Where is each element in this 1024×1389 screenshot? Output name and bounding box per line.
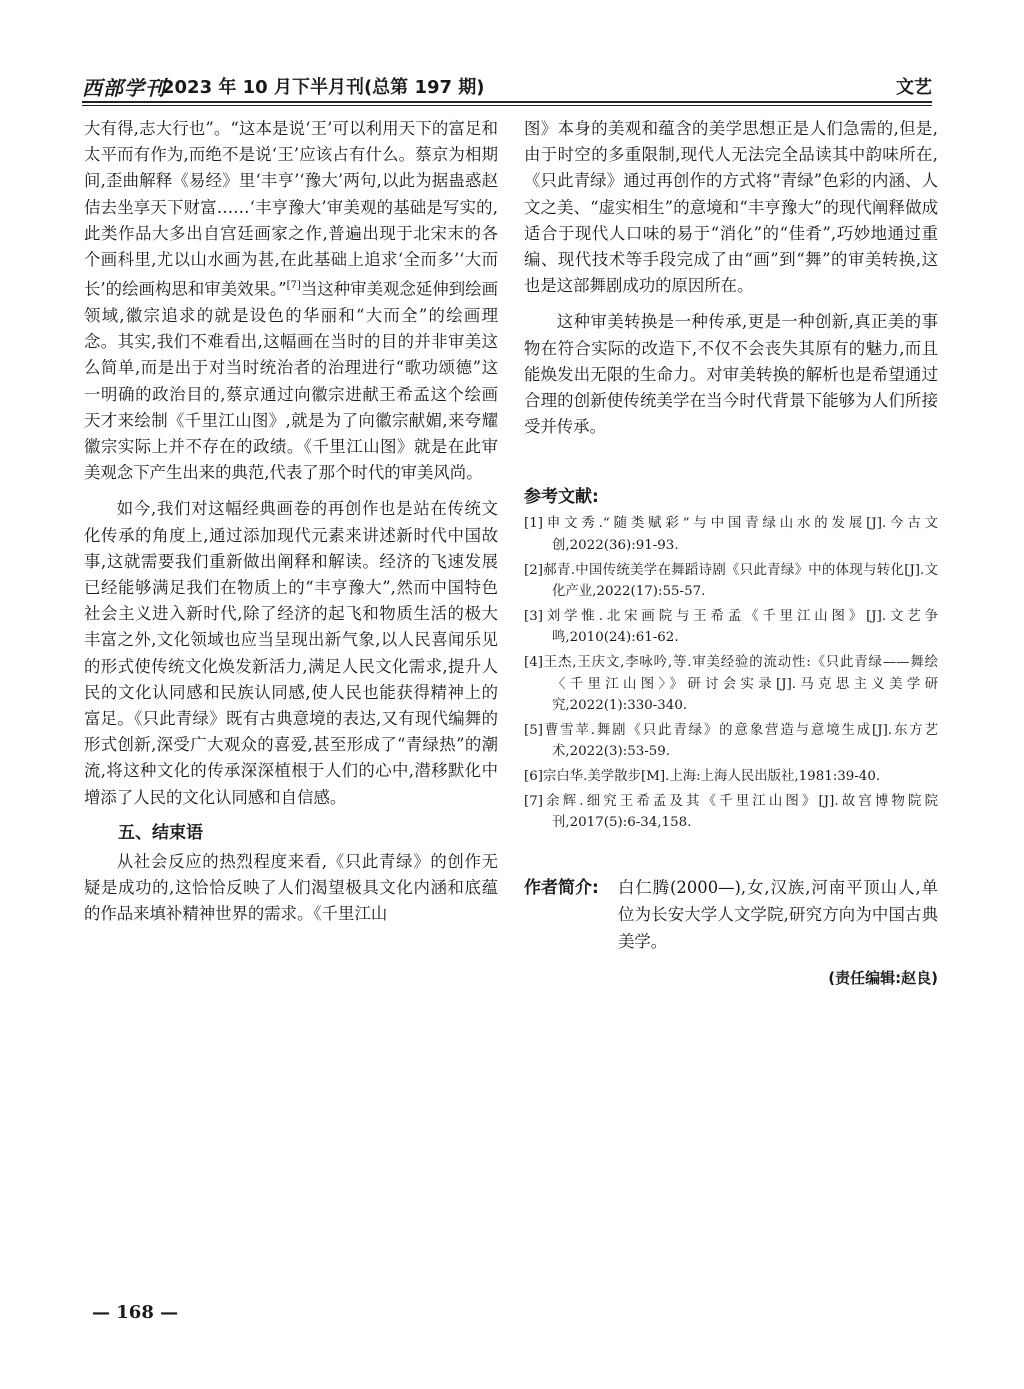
reference-item: [4]王杰,王庆文,李咏吟,等.审美经验的流动性:《只此青绿——舞绘〈千里江山图〉》研讨会实录[J].马克思主义美学研究,2022(1):330-340. bbox=[524, 655, 938, 714]
journal-logo: 西部学刊 bbox=[82, 76, 166, 100]
reference-item: [6]宗白华.美学散步[M].上海:上海人民出版社,1981:39-40. bbox=[524, 768, 881, 784]
reference-item: [3]刘学惟.北宋画院与王希孟《千里江山图》[J].文艺争鸣,2010(24):61-62. bbox=[524, 608, 938, 646]
header-rule-thin bbox=[82, 105, 932, 106]
paragraph-text: 大有得,志大行也”。“这本是说‘王’可以利用天下的富足和太平而有作为,而绝不是说‘王’应该占有什么。蔡京为相期间,歪曲解释《易经》里‘丰亨’‘豫大’两句,以此为据蛊惑赵佶去坐享天下财富……‘丰亨豫大’审美观的基础是写实的,此类作品大多出自宫廷画家之作,普遍出现于北宋末的各个画科里,尤以山水画为甚,在此基础上追求‘全而多’‘大而长’的绘画构思和审美效果。” bbox=[84, 119, 498, 299]
right-column bbox=[524, 116, 938, 988]
reference-item: [7]余辉.细究王希孟及其《千里江山图》[J].故宫博物院院刊,2017(5):6-34,158. bbox=[524, 793, 938, 831]
body-paragraph: 从社会反应的热烈程度来看,《只此青绿》的创作无疑是成功的,这恰恰反映了人们渴望极具文化内涵和底蕴的作品来填补精神世界的需求。《千里江山 bbox=[84, 851, 498, 924]
references-title: 参考文献: bbox=[524, 487, 599, 508]
body-paragraph bbox=[84, 116, 498, 486]
left-column bbox=[84, 116, 498, 927]
paragraph-text: 当这种审美观念延伸到绘画领域,徽宗追求的就是设色的华丽和“大而全”的绘画理念。其实,我们不难看出,这幅画在当时的目的并非审美这么简单,而是出于对当时统治者的治理进行“歌功颂德”这一明确的政治目的,蔡京通过向徽宗进献王希孟这个绘画天才来绘制《千里江山图》,就是为了向徽宗献媚,来夸耀徽宗实际上并不存在的政绩。《千里江山图》就是在此审美观念下产生出来的典范,代表了那个时代的审美风尚。 bbox=[84, 279, 499, 483]
page-header bbox=[82, 70, 932, 100]
reference-item: [5]曹雪苹.舞剧《只此青绿》的意象营造与意境生成[J].东方艺术,2022(3):53-59. bbox=[524, 722, 938, 760]
body-paragraph: 如今,我们对这幅经典画卷的再创作也是站在传统文化传承的角度上,通过添加现代元素来讲述新时代中国故事,这就需要我们重新做出阐释和解读。经济的飞速发展已经能够满足我们在物质上的“丰亨豫大”,然而中国特色社会主义进入新时代,除了经济的起飞和物质生活的极大丰富之外,文化领域也应当呈现出新气象,以人民喜闻乐见的形式使传统文化焕发新活力,满足人民文化需求,提升人民的文化认同感和民族认同感,使人民也能获得精神上的富足。《只此青绿》既有古典意境的表达,又有现代编舞的形式创新,深受广大观众的喜爱,甚至形成了“青绿热”的潮流,将这种文化的传承深深植根于人们的心中,潜移默化中增添了人民的文化认同感和自信感。 bbox=[84, 499, 498, 807]
body-paragraph: 这种审美转换是一种传承,更是一种创新,真正美的事物在符合实际的改造下,不仅不会丧失其原有的魅力,而且能焕发出无限的生命力。对审美转换的解析也是希望通过合理的创新使传统美学在当今时代背景下能够为人们所接受并传承。 bbox=[524, 312, 938, 437]
editor-credit: (责任编辑:赵良) bbox=[828, 968, 938, 987]
reference-item: [2]郝青.中国传统美学在舞蹈诗剧《只此青绿》中的体现与转化[J].文化产业,2022(17):55-57. bbox=[524, 562, 938, 600]
citation-mark: [7] bbox=[286, 280, 301, 292]
section-label: 文艺 bbox=[896, 77, 932, 98]
issue-info: 2023 年 10 月下半月刊(总第 197 期) bbox=[162, 77, 485, 98]
author-label: 作者简介: bbox=[524, 877, 599, 898]
reference-item: [1]申文秀.“随类赋彩”与中国青绿山水的发展[J].今古文创,2022(36):91-93. bbox=[524, 516, 938, 554]
reference-list bbox=[524, 513, 938, 833]
body-paragraph: 图》本身的美观和蕴含的美学思想正是人们急需的,但是,由于时空的多重限制,现代人无法完全品读其中韵味所在,《只此青绿》通过再创作的方式将“青绿”色彩的内涵、人文之美、“虚实相生”的意境和“丰亨豫大”的现代阐释做成适合于现代人口味的易于“消化”的“佳肴”,巧妙地通过重编、现代技术等手段完成了由“画”到“舞”的审美转换,这也是这部舞剧成功的原因所在。 bbox=[524, 119, 938, 296]
page-number: — 168 — bbox=[92, 1302, 179, 1323]
header-rule bbox=[82, 101, 932, 103]
section-heading: 五、结束语 bbox=[118, 822, 203, 843]
author-text: 白仁腾(2000—),女,汉族,河南平顶山人,单位为长安大学人文学院,研究方向为中国古典美学。 bbox=[618, 877, 938, 951]
author-bio bbox=[524, 874, 938, 955]
